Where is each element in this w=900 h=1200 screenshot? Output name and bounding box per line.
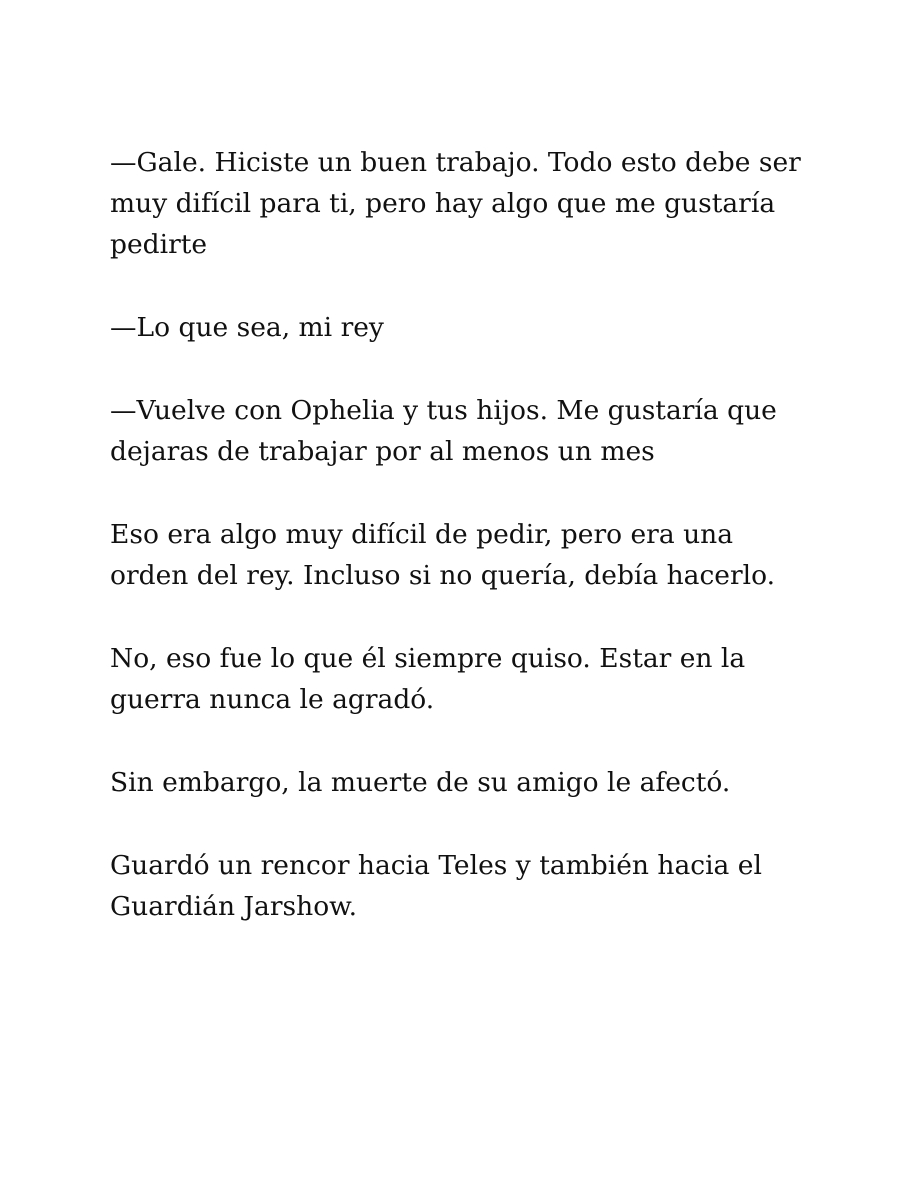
paragraph-5: No, eso fue lo que él siempre quiso. Estar en la guerra nunca le agradó. [110, 643, 746, 715]
document-body [110, 142, 810, 927]
paragraph-3: —Vuelve con Ophelia y tus hijos. Me gustaría que dejaras de trabajar por al menos un mes [110, 395, 777, 467]
paragraph-7: Guardó un rencor hacia Teles y también hacia el Guardián Jarshow. [110, 850, 762, 922]
paragraph-6: Sin embargo, la muerte de su amigo le afectó. [110, 767, 731, 798]
paragraph-1: —Gale. Hiciste un buen trabajo. Todo esto debe ser muy difícil para ti, pero hay algo que me gustaría pedirte [110, 147, 801, 260]
paragraph-2: —Lo que sea, mi rey [110, 312, 384, 343]
paragraph-4: Eso era algo muy difícil de pedir, pero era una orden del rey. Incluso si no quería, debía hacerlo. [110, 519, 776, 591]
